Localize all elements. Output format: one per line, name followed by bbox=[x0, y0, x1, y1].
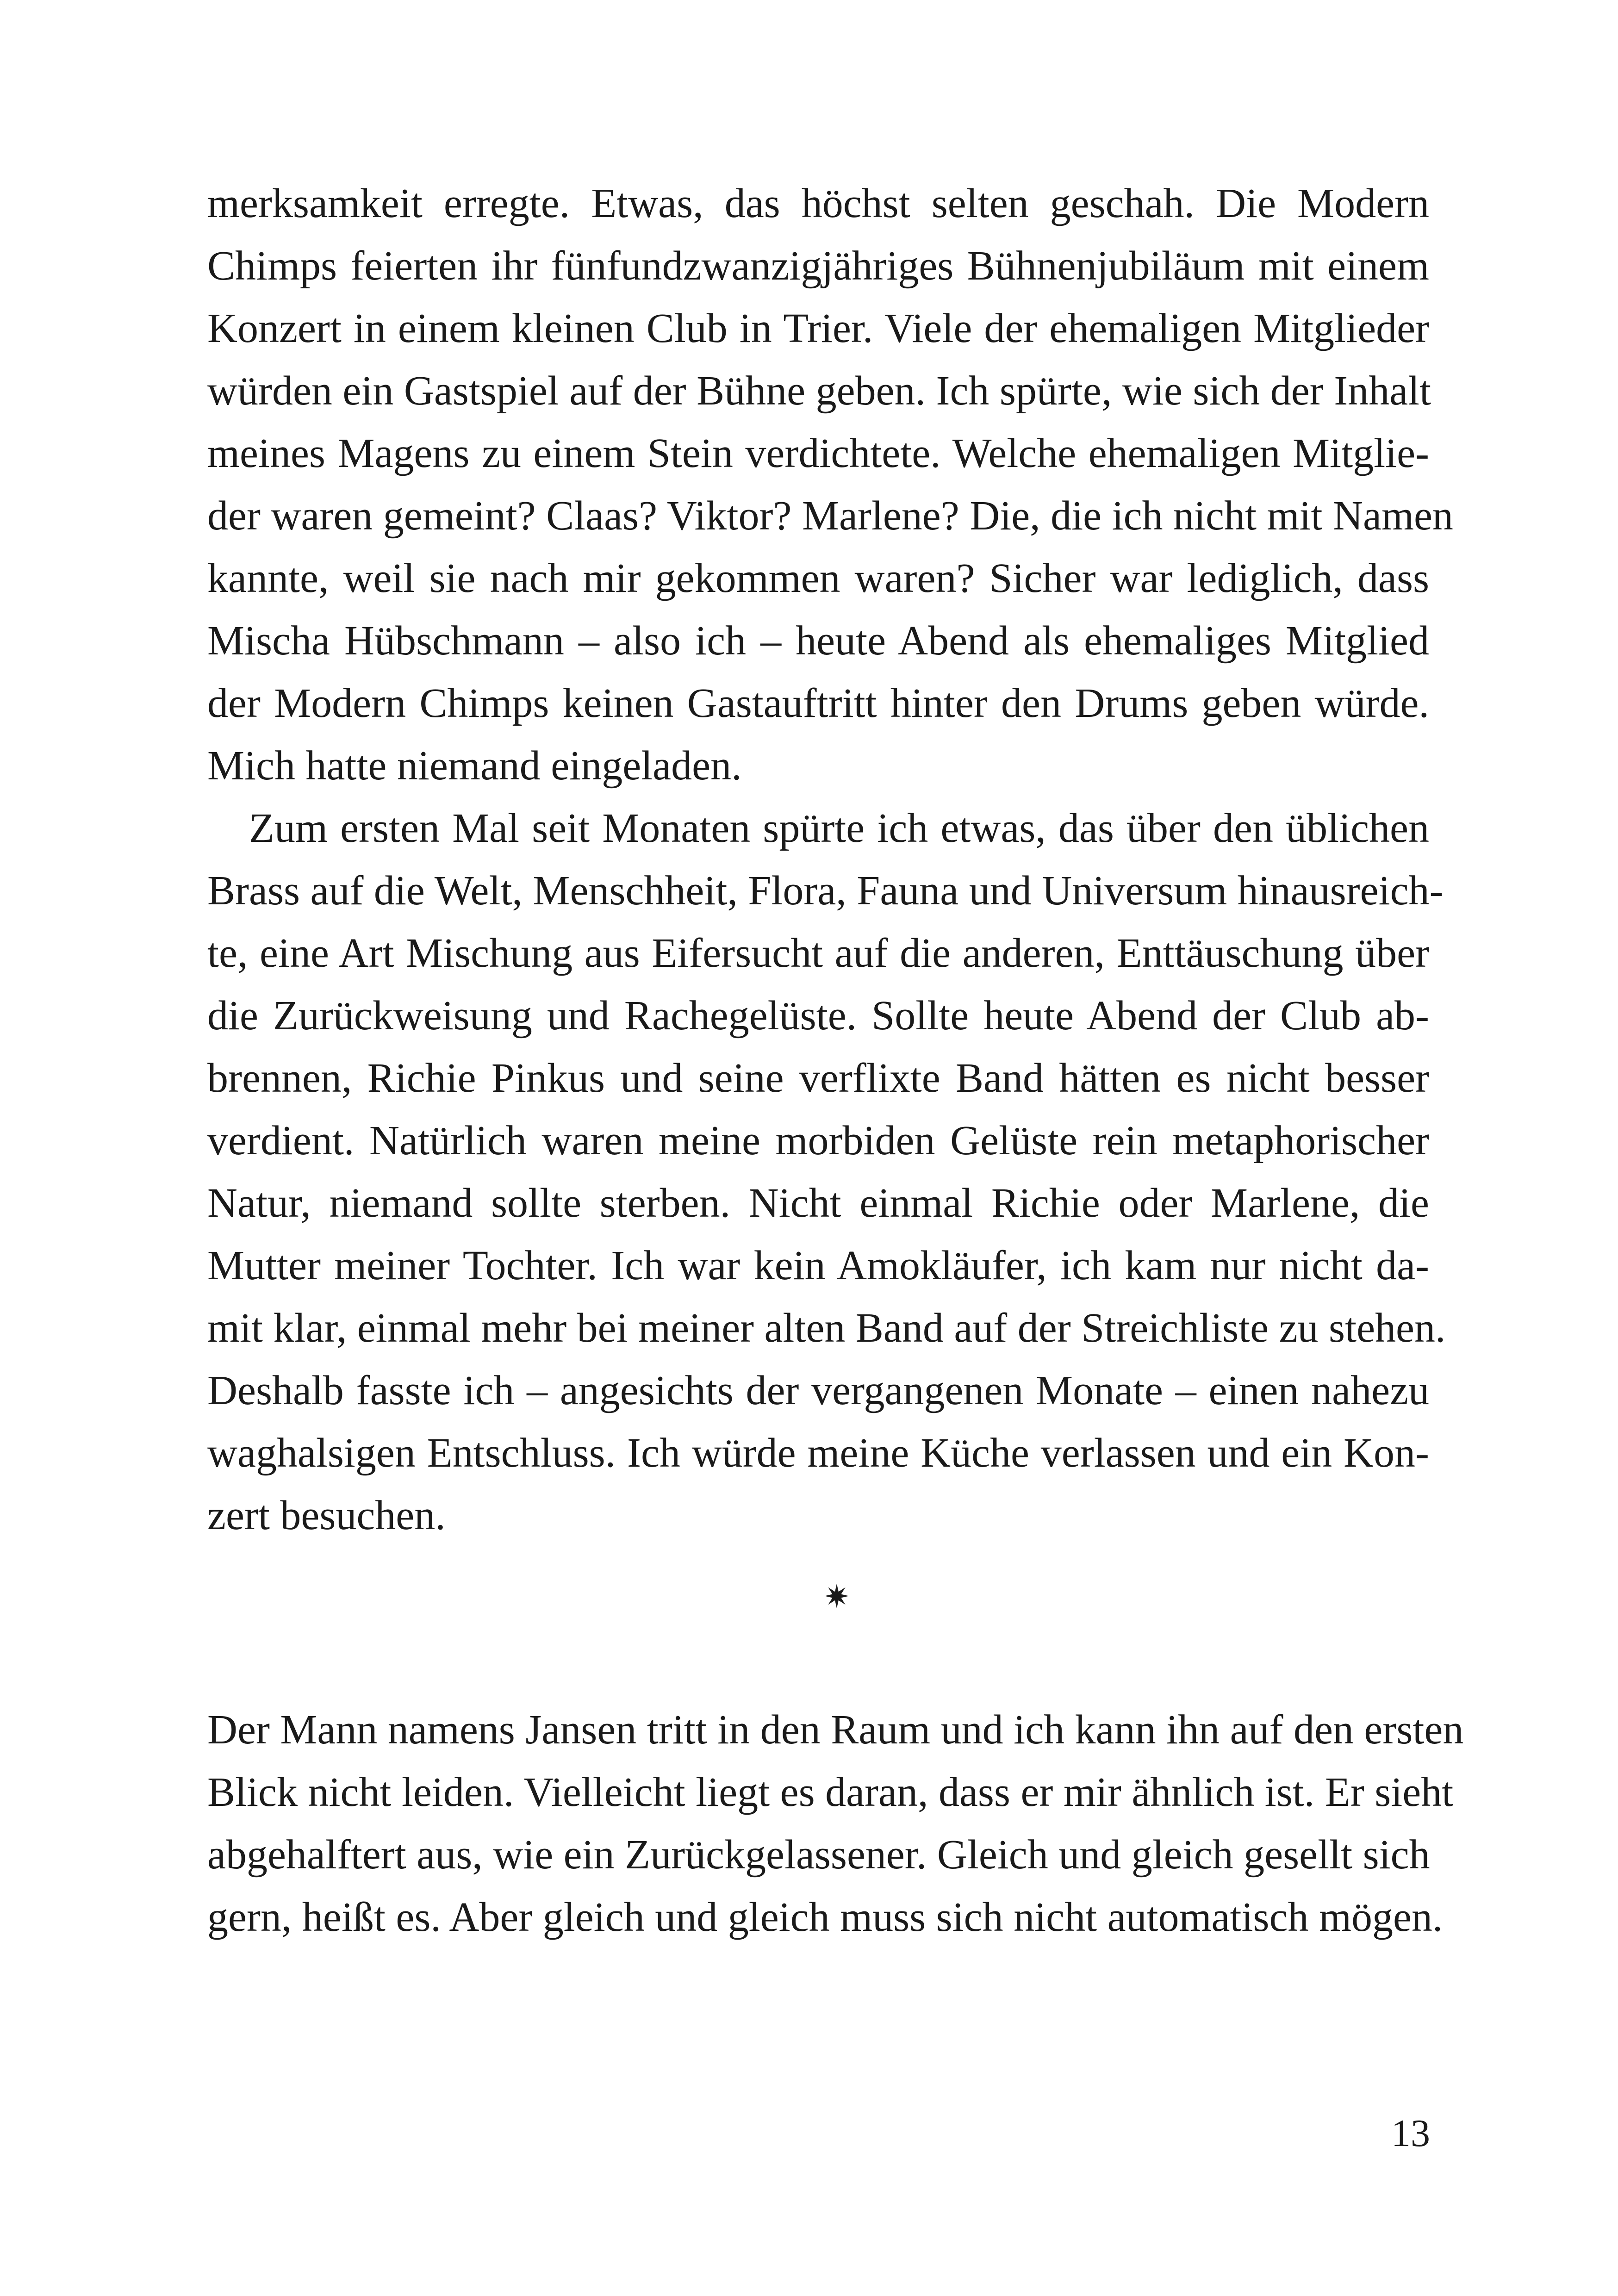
text-line: kannte, weil sie nach mir gekommen waren? Sicher war lediglich, dass bbox=[207, 555, 1429, 601]
section-2 bbox=[207, 1699, 1464, 1948]
text-line: te, eine Art Mischung aus Eifersucht auf die anderen, Enttäuschung über bbox=[207, 930, 1429, 976]
section-1 bbox=[207, 172, 1453, 1547]
text-line: Der Mann namens Jansen tritt in den Raum und ich kann ihn auf den ersten bbox=[207, 1707, 1464, 1753]
text-line: zert besuchen. bbox=[207, 1493, 446, 1538]
text-line: die Zurückweisung und Rachegelüste. Sollte heute Abend der Club ab- bbox=[207, 993, 1429, 1039]
text-line: würden ein Gastspiel auf der Bühne geben. Ich spürte, wie sich der Inhalt bbox=[207, 368, 1431, 414]
paragraph-3 bbox=[207, 1699, 1464, 1948]
text-line: Mich hatte niemand eingeladen. bbox=[207, 743, 742, 789]
text-line: Brass auf die Welt, Menschheit, Flora, Fauna und Universum hinausreich- bbox=[207, 868, 1444, 914]
text-line: Natur, niemand sollte sterben. Nicht einmal Richie oder Marlene, die bbox=[207, 1180, 1429, 1226]
text-line: verdient. Natürlich waren meine morbiden Gelüste rein metaphorischer bbox=[207, 1118, 1429, 1164]
text-line: Mischa Hübschmann – also ich – heute Abend als ehemaliges Mitglied bbox=[207, 618, 1429, 664]
section-separator-icon: ✷ bbox=[823, 1578, 851, 1616]
text-line: waghalsigen Entschluss. Ich würde meine Küche verlassen und ein Kon- bbox=[207, 1430, 1429, 1476]
text-line: Mutter meiner Tochter. Ich war kein Amokläufer, ich kam nur nicht da- bbox=[207, 1243, 1429, 1288]
text-line: der waren gemeint? Claas? Viktor? Marlene? Die, die ich nicht mit Namen bbox=[207, 493, 1453, 539]
paragraph-1 bbox=[207, 172, 1453, 797]
text-line: der Modern Chimps keinen Gastauftritt hinter den Drums geben würde. bbox=[207, 680, 1429, 726]
text-line: Blick nicht leiden. Vielleicht liegt es daran, dass er mir ähnlich ist. Er sieht bbox=[207, 1769, 1454, 1815]
text-line: Chimps feierten ihr fünfundzwanzigjähriges Bühnenjubiläum mit einem bbox=[207, 243, 1429, 289]
page-number: 13 bbox=[1391, 2112, 1430, 2155]
text-line: gern, heißt es. Aber gleich und gleich muss sich nicht automatisch mögen. bbox=[207, 1894, 1443, 1940]
text-line: merksamkeit erregte. Etwas, das höchst selten geschah. Die Modern bbox=[207, 180, 1429, 226]
text-line: Konzert in einem kleinen Club in Trier. Viele der ehemaligen Mitglieder bbox=[207, 305, 1429, 351]
paragraph-2 bbox=[207, 797, 1446, 1547]
text-line: brennen, Richie Pinkus und seine verflixte Band hätten es nicht besser bbox=[207, 1055, 1429, 1101]
text-line: Zum ersten Mal seit Monaten spürte ich etwas, das über den üblichen bbox=[249, 805, 1429, 851]
text-line: Deshalb fasste ich – angesichts der vergangenen Monate – einen nahezu bbox=[207, 1368, 1429, 1413]
text-line: meines Magens zu einem Stein verdichtete. Welche ehemaligen Mitglie- bbox=[207, 430, 1429, 476]
text-line: mit klar, einmal mehr bei meiner alten Band auf der Streichliste zu stehen. bbox=[207, 1305, 1446, 1351]
text-line: abgehalftert aus, wie ein Zurückgelassener. Gleich und gleich gesellt sich bbox=[207, 1832, 1430, 1878]
